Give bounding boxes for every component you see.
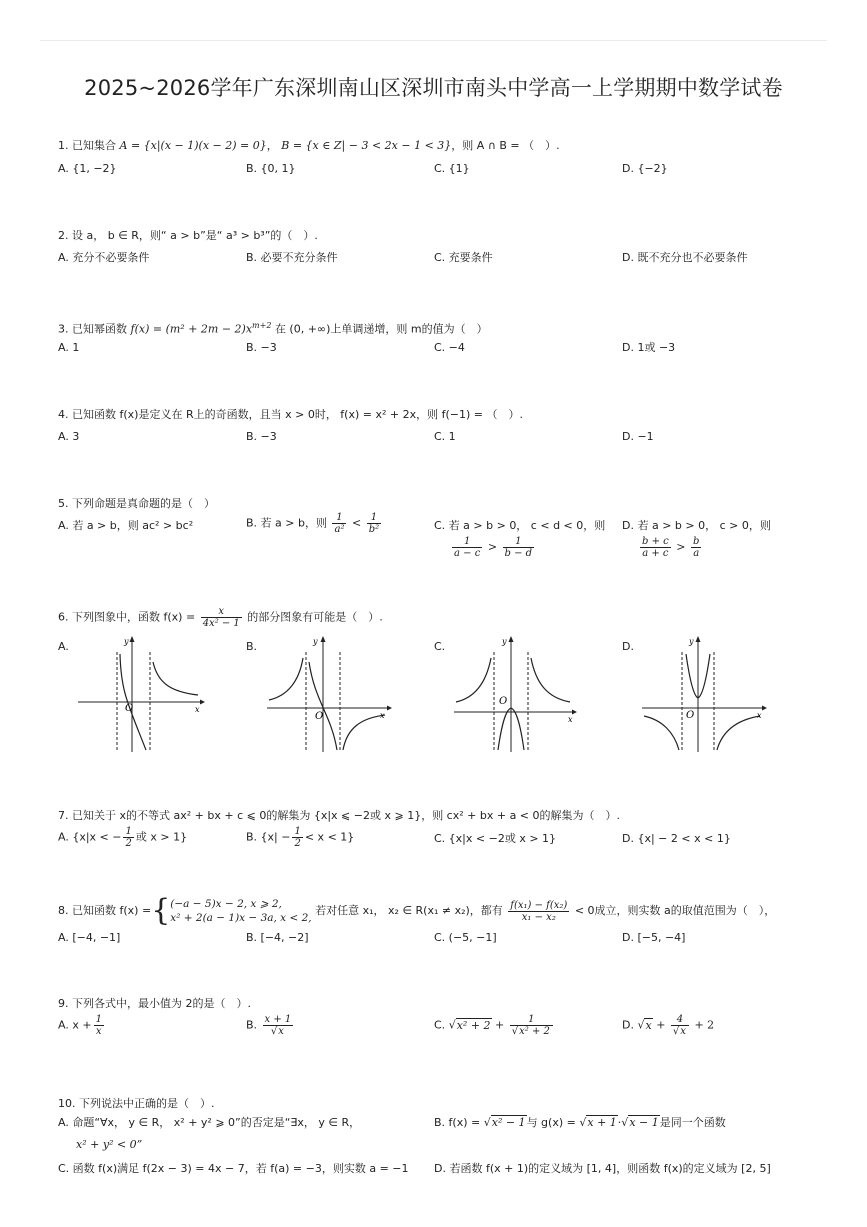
question-number: 6.: [58, 610, 69, 624]
dot-operator: ·: [617, 1116, 622, 1129]
question-stem-suffix: 在 (0, +∞)上单调递增，则 m的值为（ ）: [274, 322, 488, 336]
option-text: < x < 1}: [304, 830, 355, 844]
option-text: 或 x > 1}: [135, 830, 188, 844]
option-label: B.: [246, 1018, 258, 1032]
q3-option-a[interactable]: A. 1: [58, 341, 80, 354]
question-7: [58, 808, 620, 824]
q6-option-b[interactable]: B.: [246, 640, 258, 653]
option-line: [450, 536, 605, 559]
graph-option-b[interactable]: [265, 632, 395, 754]
question-stem-prefix: 下列图象中，函数 f(x) =: [72, 610, 196, 624]
fraction: $\frac{4}{√x}$: [671, 1014, 689, 1037]
y-label: y: [124, 637, 129, 646]
relation: >: [676, 540, 686, 554]
q8-option-a[interactable]: A. [−4, −1]: [58, 931, 121, 944]
fraction: $\frac{1}{2}$: [125, 826, 132, 849]
option-line: C. 若 a > b > 0， c < d < 0，则: [434, 519, 606, 532]
x-label: x: [195, 705, 200, 714]
top-divider: [40, 40, 827, 41]
y-axis-arrow-icon: [696, 636, 701, 642]
q5-option-c[interactable]: [434, 518, 605, 559]
option-text: 与 g(x) =: [526, 1116, 576, 1129]
function-fraction: $\frac{x}{\text{4x² − 1}}$: [202, 606, 240, 629]
question-9: [58, 996, 251, 1012]
question-2: [58, 228, 318, 244]
sqrt-term: √x² + 2: [448, 1018, 491, 1032]
fraction: $\frac{x + 1}{√x}$: [264, 1014, 292, 1037]
fraction: $\frac{1}{\text{√x² + 2}}$: [510, 1014, 553, 1037]
q9-option-c[interactable]: [434, 1014, 555, 1037]
option-line: A. 命题“∀x， y ∈ R， x² + y² ⩾ 0”的否定是“∃x， y ∈ R，: [58, 1116, 361, 1129]
curve-right: [717, 716, 760, 750]
curve-left: [269, 658, 303, 700]
graph-option-c[interactable]: [452, 632, 582, 754]
power-exponent: m+2: [252, 321, 272, 330]
q1-option-b[interactable]: B. {0, 1}: [246, 162, 296, 175]
plus-sign: +: [495, 1018, 505, 1032]
fraction: $\frac{1}{x}$: [95, 1014, 102, 1037]
question-1: [58, 138, 560, 154]
graph-option-a[interactable]: [76, 632, 206, 754]
option-label: C.: [434, 1018, 446, 1032]
q10-option-c[interactable]: C. 函数 f(x)满足 f(2x − 3) = 4x − 7，若 f(a) = −3，则实数 a = −1: [58, 1162, 409, 1175]
question-3: [58, 318, 488, 338]
q7-option-d[interactable]: D. {x| − 2 < x < 1}: [622, 832, 731, 845]
question-number: 3.: [58, 322, 69, 336]
fraction: $\frac{1}{b - d}$: [504, 536, 533, 559]
separator: ，: [266, 139, 278, 152]
x-axis-arrow-icon: [200, 700, 205, 705]
set-a: A = {x|(x − 1)(x − 2) = 0}: [119, 139, 267, 152]
q4-option-c[interactable]: C. 1: [434, 430, 456, 443]
q1-option-d[interactable]: D. {−2}: [622, 162, 668, 175]
question-number: 10.: [58, 1097, 76, 1110]
difference-quotient: $\frac{\text{f(x₁) − f(x₂)}}{\text{x₁ − x₂}}$: [510, 899, 568, 923]
question-number: 4.: [58, 408, 69, 421]
question-stem: 下列各式中，最小值为 2的是（ ）.: [72, 997, 251, 1010]
q7-option-c[interactable]: C. {x|x < −2或 x > 1}: [434, 832, 557, 845]
question-6: [58, 606, 383, 629]
option-text: A. x +: [58, 1018, 92, 1032]
option-label: D.: [622, 1018, 634, 1032]
fraction: $\frac{b + c}{a + c}$: [642, 536, 669, 559]
y-label: y: [689, 637, 694, 646]
option-line: [638, 536, 771, 559]
q2-option-d[interactable]: D. 既不充分也不必要条件: [622, 251, 748, 264]
y-label: y: [502, 637, 507, 646]
q10-option-d[interactable]: D. 若函数 f(x + 1)的定义域为 [1, 4]，则函数 f(x)的定义域为 [2, 5]: [434, 1162, 771, 1175]
fraction: $\frac{1}{a - c}$: [454, 536, 481, 559]
fraction: $\frac{b}{a}$: [692, 536, 700, 559]
q3-option-c[interactable]: C. −4: [434, 341, 465, 354]
q9-option-b[interactable]: [246, 1014, 295, 1037]
q4-option-d[interactable]: D. −1: [622, 430, 654, 443]
q3-option-b[interactable]: B. −3: [246, 341, 277, 354]
option-text: A. {x|x < −: [58, 830, 122, 844]
x-label: x: [380, 711, 385, 720]
set-b: B = {x ∈ Z| − 3 < 2x − 1 < 3}: [281, 139, 452, 152]
option-line: x² + y² < 0”: [76, 1138, 143, 1151]
sqrt-term: √x + 1: [579, 1116, 617, 1129]
question-4: [58, 407, 523, 423]
sqrt-term: √x − 1: [621, 1116, 659, 1129]
q8-option-b[interactable]: B. [−4, −2]: [246, 931, 309, 944]
question-number: 9.: [58, 997, 69, 1010]
option-line: D. 若 a > b > 0， c > 0，则: [622, 519, 771, 532]
q7-option-b[interactable]: [246, 826, 354, 849]
question-stem-suffix: 的部分图象有可能是（ ）.: [247, 610, 383, 624]
fraction: $\frac{1}{\text{a²}}$: [334, 512, 345, 535]
origin-label: O: [686, 710, 695, 721]
question-stem-prefix: 已知幂函数: [72, 322, 127, 336]
sqrt-term: √x² − 1: [483, 1116, 526, 1129]
piecewise-cases: (−a − 5)x − 2, x ⩾ 2, x² + 2(a − 1)x − 3a, x < 2,: [170, 898, 312, 924]
question-8: [58, 893, 776, 928]
origin-label: O: [499, 696, 508, 707]
question-number: 7.: [58, 809, 69, 822]
page-title: 2025~2026学年广东深圳南山区深圳市南头中学高一上学期期中数学试卷: [84, 76, 783, 100]
x-label: x: [568, 715, 573, 724]
curve-right: [343, 715, 385, 750]
q8-option-d[interactable]: D. [−5, −4]: [622, 931, 686, 944]
q2-option-b[interactable]: B. 必要不充分条件: [246, 251, 338, 264]
question-5: [58, 496, 215, 512]
relation: <: [351, 516, 362, 530]
q4-option-b[interactable]: B. −3: [246, 430, 277, 443]
fraction: $\frac{1}{\text{b²}}$: [368, 512, 380, 535]
question-stem-middle: 若对任意 x₁， x₂ ∈ R(x₁ ≠ x₂)，都有: [315, 904, 503, 917]
plus-sign: +: [656, 1018, 666, 1032]
x-axis-arrow-icon: [762, 706, 767, 711]
y-axis-arrow-icon: [509, 636, 514, 642]
q4-option-a[interactable]: A. 3: [58, 430, 80, 443]
question-stem: 已知关于 x的不等式 ax² + bx + c ⩽ 0的解集为 {x|x ⩽ −2或 x ⩾ 1}，则 cx² + bx + a < 0的解集为（ ）.: [72, 809, 621, 822]
q1-option-a[interactable]: A. {1, −2}: [58, 162, 117, 175]
question-number: 1.: [58, 139, 69, 152]
question-number: 5.: [58, 497, 69, 510]
sqrt-term: √x: [637, 1018, 652, 1032]
q5-option-d[interactable]: [622, 518, 771, 559]
q10-option-a[interactable]: [58, 1115, 360, 1153]
q5-option-b[interactable]: [246, 512, 383, 535]
question-10: [58, 1096, 215, 1112]
x-label: x: [757, 711, 762, 720]
curve-right: [153, 662, 198, 695]
curve-left: [456, 658, 491, 702]
fraction: $\frac{1}{2}$: [294, 826, 301, 849]
q6-option-c[interactable]: C.: [434, 640, 446, 653]
q6-option-d[interactable]: D.: [622, 640, 634, 653]
x-axis-arrow-icon: [572, 710, 577, 715]
q9-option-a[interactable]: [58, 1014, 106, 1037]
option-text: 是同一个函数: [659, 1116, 726, 1129]
option-text: B. f(x) =: [434, 1116, 481, 1129]
origin-label: O: [315, 711, 324, 722]
q1-option-c[interactable]: C. {1}: [434, 162, 470, 175]
q6-option-a[interactable]: A.: [58, 640, 69, 653]
question-stem-prefix: 已知集合: [72, 139, 116, 152]
option-text: B. {x| −: [246, 830, 291, 844]
question-stem: 下列说法中正确的是（ ）.: [79, 1097, 215, 1110]
question-stem-suffix: < 0成立，则实数 a的取值范围为（ ），: [574, 904, 776, 917]
option-label: B. 若 a > b，则: [246, 516, 327, 530]
q2-option-a[interactable]: A. 充分不必要条件: [58, 251, 150, 264]
origin-label: O: [125, 703, 134, 714]
question-stem: 下列命题是真命题的是（ ）: [72, 497, 215, 510]
q3-option-d[interactable]: D. 1或 −3: [622, 341, 676, 354]
power-function: f(x) = (m² + 2m − 2)x: [130, 322, 253, 336]
y-axis-arrow-icon: [130, 636, 135, 642]
y-axis-arrow-icon: [321, 636, 326, 642]
q8-option-c[interactable]: C. (−5, −1]: [434, 931, 497, 944]
q2-option-c[interactable]: C. 充要条件: [434, 251, 493, 264]
q5-option-a[interactable]: A. 若 a > b，则 ac² > bc²: [58, 519, 194, 532]
option-text: + 2: [694, 1018, 715, 1032]
q7-option-a[interactable]: [58, 826, 187, 849]
y-label: y: [313, 637, 318, 646]
curve-left: [644, 716, 679, 750]
q10-option-b[interactable]: [434, 1115, 726, 1131]
relation: >: [487, 540, 498, 554]
question-stem: 设 a， b ∈ R，则“ a > b”是“ a³ > b³”的（ ）.: [72, 229, 318, 242]
question-number: 8.: [58, 904, 69, 917]
question-stem: 已知函数 f(x)是定义在 R上的奇函数，且当 x > 0时， f(x) = x² + 2x，则 f(−1) = （ ）.: [72, 408, 523, 421]
x-axis-arrow-icon: [387, 706, 392, 711]
question-number: 2.: [58, 229, 69, 242]
graph-option-d[interactable]: [640, 632, 770, 754]
question-stem-suffix: ，则 A ∩ B = （ ）.: [451, 139, 560, 152]
curve-right: [531, 658, 570, 702]
question-stem-prefix: 已知函数 f(x) =: [72, 904, 152, 917]
q9-option-d[interactable]: [622, 1014, 714, 1037]
left-brace-icon: {: [151, 893, 171, 928]
